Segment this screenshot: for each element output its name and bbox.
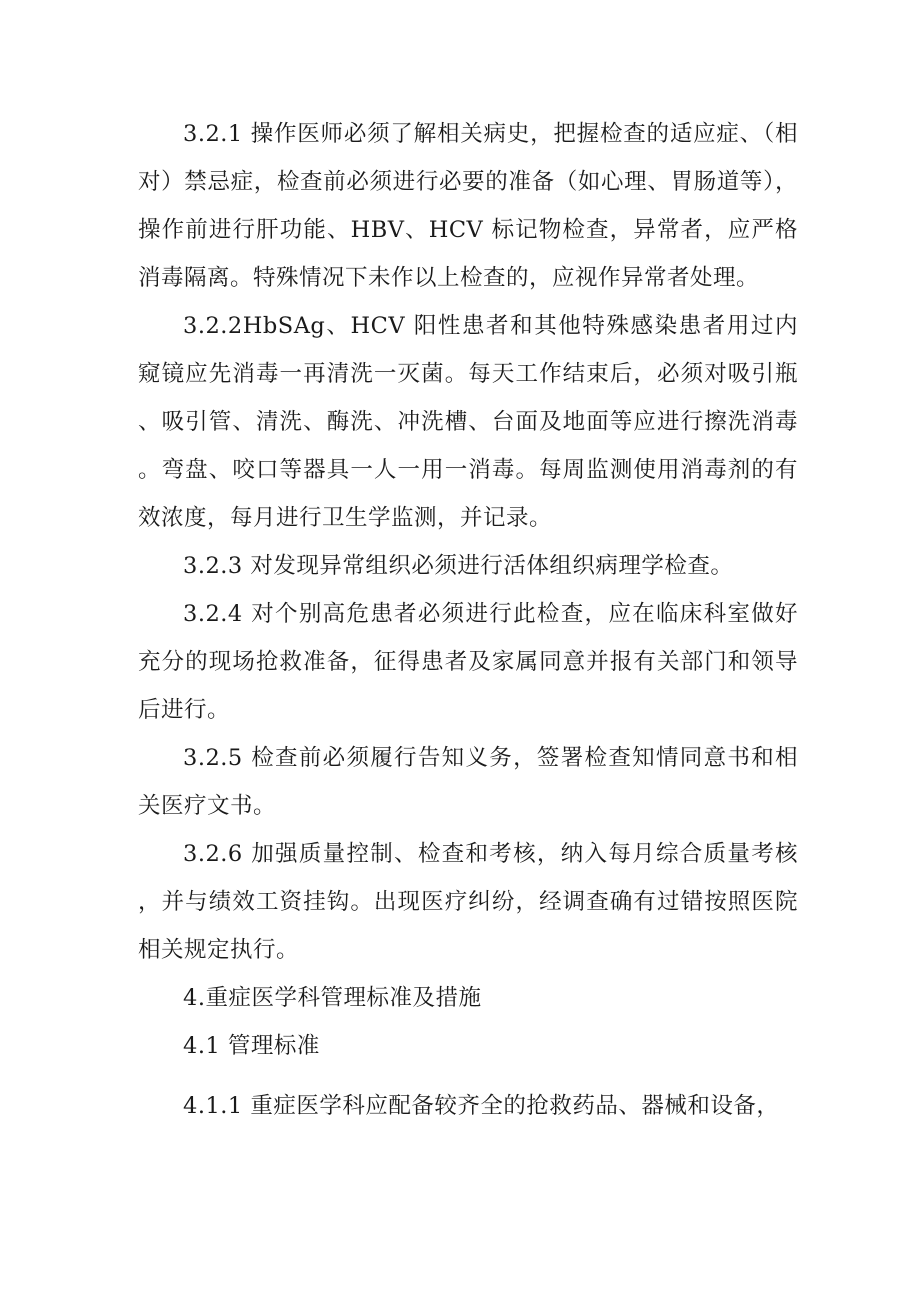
paragraph-4-1-1: 4.1.1 重症医学科应配备较齐全的抢救药品、器械和设备，: [183, 1093, 780, 1119]
paragraph-3-2-4: 3.2.4 对个别高危患者必须进行此检查，应在临床科室做好充分的现场抢救准备，征得患者及家属同意并报有关部门和领导后进行。: [138, 601, 798, 723]
document-body: [138, 110, 798, 1130]
paragraph-3-2-3: 3.2.3 对发现异常组织必须进行活体组织病理学检查。: [183, 553, 734, 579]
paragraph-3-2-6: 3.2.6 加强质量控制、检查和考核，纳入每月综合质量考核，并与绩效工资挂钩。出现医疗纠纷，经调查确有过错按照医院相关规定执行。: [138, 841, 798, 963]
subsection-heading-4-1: 4.1 管理标准: [183, 1033, 320, 1059]
paragraph-3-2-5: 3.2.5 检查前必须履行告知义务，签署检查知情同意书和相关医疗文书。: [138, 745, 798, 819]
section-heading-4: 4.重症医学科管理标准及措施: [183, 985, 482, 1011]
paragraph-3-2-1: 3.2.1 操作医师必须了解相关病史，把握检查的适应症、（相对）禁忌症，检查前必须进行必要的准备（如心理、胃肠道等），操作前进行肝功能、HBV、HCV 标记物检查，异常者，应严格消毒隔离。特殊情况下未作以上检查的，应视作异常者处理。: [138, 121, 798, 291]
paragraph-3-2-2: 3.2.2HbSAg、HCV 阳性患者和其他特殊感染患者用过内窥镜应先消毒一再清洗一灭菌。每天工作结束后，必须对吸引瓶、吸引管、清洗、酶洗、冲洗槽、台面及地面等应进行擦洗消毒。弯盘、咬口等器具一人一用一消毒。每周监测使用消毒剂的有效浓度，每月进行卫生学监测，并记录。: [138, 313, 798, 531]
